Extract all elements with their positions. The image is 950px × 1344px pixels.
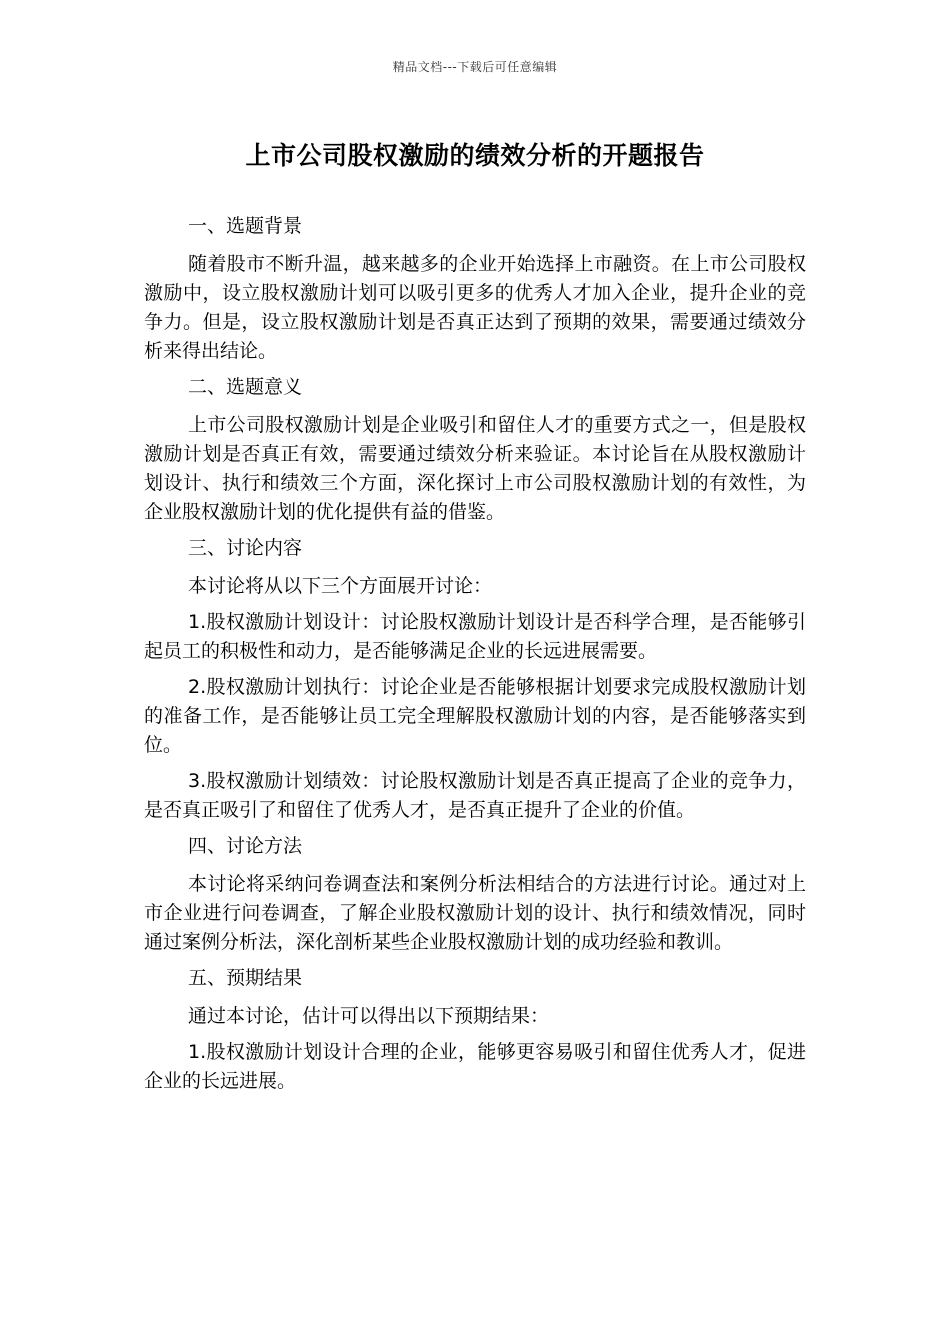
paragraph: 通过本讨论，估计可以得出以下预期结果： [188,1005,550,1027]
document-title: 上市公司股权激励的绩效分析的开题报告 [245,141,705,170]
paragraph: 本讨论将从以下三个方面展开讨论： [188,575,493,597]
section-content [144,534,806,825]
section-heading: 四、讨论方法 [188,835,303,857]
list-item: 1.股权激励计划设计合理的企业，能够更容易吸引和留住优秀人才，促进企业的长远进展。 [144,1041,806,1092]
section-heading: 三、讨论内容 [188,537,303,559]
section-expected-results [144,964,806,1096]
section-significance [144,373,806,527]
document-body [144,212,806,1103]
section-heading: 一、选题背景 [188,215,303,237]
list-item: 3.股权激励计划绩效：讨论股权激励计划是否真正提高了企业的竞争力，是否真正吸引了和留住了优秀人才，是否真正提升了企业的价值。 [144,770,806,821]
list-item: 1.股权激励计划设计：讨论股权激励计划设计是否科学合理，是否能够引起员工的积极性和动力，是否能够满足企业的长远进展需要。 [144,611,806,662]
section-method [144,832,806,957]
paragraph: 上市公司股权激励计划是企业吸引和留住人才的重要方式之一，但是股权激励计划是否真正有效，需要通过绩效分析来验证。本讨论旨在从股权激励计划设计、执行和绩效三个方面，深化探讨上市公司股权激励计划的有效性，为企业股权激励计划的优化提供有益的借鉴。 [144,414,806,523]
paragraph: 本讨论将采纳问卷调查法和案例分析法相结合的方法进行讨论。通过对上市企业进行问卷调查，了解企业股权激励计划的设计、执行和绩效情况，同时通过案例分析法，深化剖析某些企业股权激励计划的成功经验和教训。 [144,873,806,953]
section-heading: 五、预期结果 [188,967,303,989]
section-heading: 二、选题意义 [188,376,303,398]
paragraph: 随着股市不断升温，越来越多的企业开始选择上市融资。在上市公司股权激励中，设立股权激励计划可以吸引更多的优秀人才加入企业，提升企业的竞争力。但是，设立股权激励计划是否真正达到了预期的效果，需要通过绩效分析来得出结论。 [144,253,806,362]
header-note: 精品文档---下载后可任意编辑 [392,60,558,74]
section-background [144,212,806,366]
list-item: 2.股权激励计划执行：讨论企业是否能够根据计划要求完成股权激励计划的准备工作，是否能够让员工完全理解股权激励计划的内容，是否能够落实到位。 [144,676,806,756]
